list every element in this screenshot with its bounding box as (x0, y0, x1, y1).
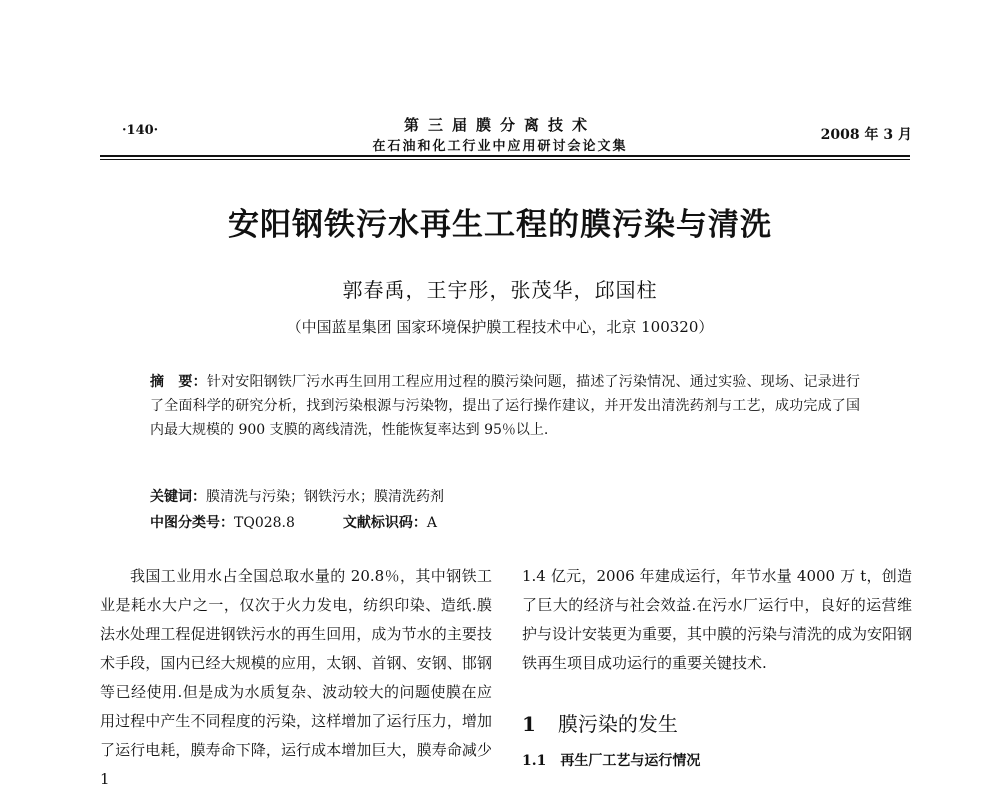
conference-title-line2: 在石油和化工行业中应用研讨会论文集 (372, 139, 628, 154)
doc-code-value: A (426, 515, 438, 531)
keywords-text: 膜清洗与污染；钢铁污水；膜清洗药剂 (206, 489, 444, 505)
header-rule-thin (100, 159, 910, 160)
abstract-text: 针对安阳钢铁厂污水再生回用工程应用过程的膜污染问题，描述了污染情况、通过实验、现场、记录进行了全面科学的研究分析，找到污染根源与污染物，提出了运行操作建议，并开发出清洗药剂与工艺，成功完成了国内最大规模的 900 支膜的离线清洗，性能恢复率达到 95％以上. (150, 374, 861, 438)
publication-date: 2008 年 3 月 (820, 127, 912, 143)
header-rule-thick (100, 155, 910, 157)
class-number-label: 中图分类号： (150, 515, 234, 531)
keywords-label: 关键词： (150, 489, 206, 505)
conference-title-line1: 第三届膜分离技术 (403, 116, 596, 134)
keywords (150, 486, 444, 506)
paper-authors: 郭春禹，王宇彤，张茂华，邱国柱 (342, 278, 658, 302)
paper-title: 安阳钢铁污水再生工程的膜污染与清洗 (228, 207, 772, 243)
body-right-column: 1.4 亿元，2006 年建成运行，年节水量 4000 万 t，创造了巨大的经济与社会效益.在污水厂运行中，良好的运营维护与设计安装更为重要，其中膜的污染与清洗的成为安阳钢铁再生项目成功运行的重要关键技术. (522, 567, 913, 672)
abstract (150, 370, 860, 442)
section-title: 膜污染的发生 (557, 712, 678, 736)
page-number: ·140· (122, 123, 159, 138)
abstract-label: 摘 要： (150, 374, 207, 390)
section-heading (522, 708, 678, 737)
body-left-column: 我国工业用水占全国总取水量的 20.8％，其中钢铁工业是耗水大户之一，仅次于火力发电，纺织印染、造纸.膜法水处理工程促进钢铁污水的再生回用，成为节水的主要技术手段，国内已经大规模的应用，太钢、首钢、安钢、邯钢等已经使用.但是成为水质复杂、波动较大的问题使膜在应用过程中产生不同程度的污染，这样增加了运行压力，增加了运行电耗，膜寿命下降，运行成本增加巨大，膜寿命减少 1 (100, 567, 492, 788)
subsection-heading: 1.1 再生厂工艺与运行情况 (522, 753, 701, 769)
class-number-value: TQ028.8 (234, 515, 295, 531)
doc-code-label: 文献标识码： (342, 515, 427, 531)
paper-affiliation: （中国蓝星集团 国家环境保护膜工程技术中心，北京 100320） (286, 318, 714, 336)
classification-row (150, 512, 437, 532)
section-number: 1 (522, 712, 536, 736)
